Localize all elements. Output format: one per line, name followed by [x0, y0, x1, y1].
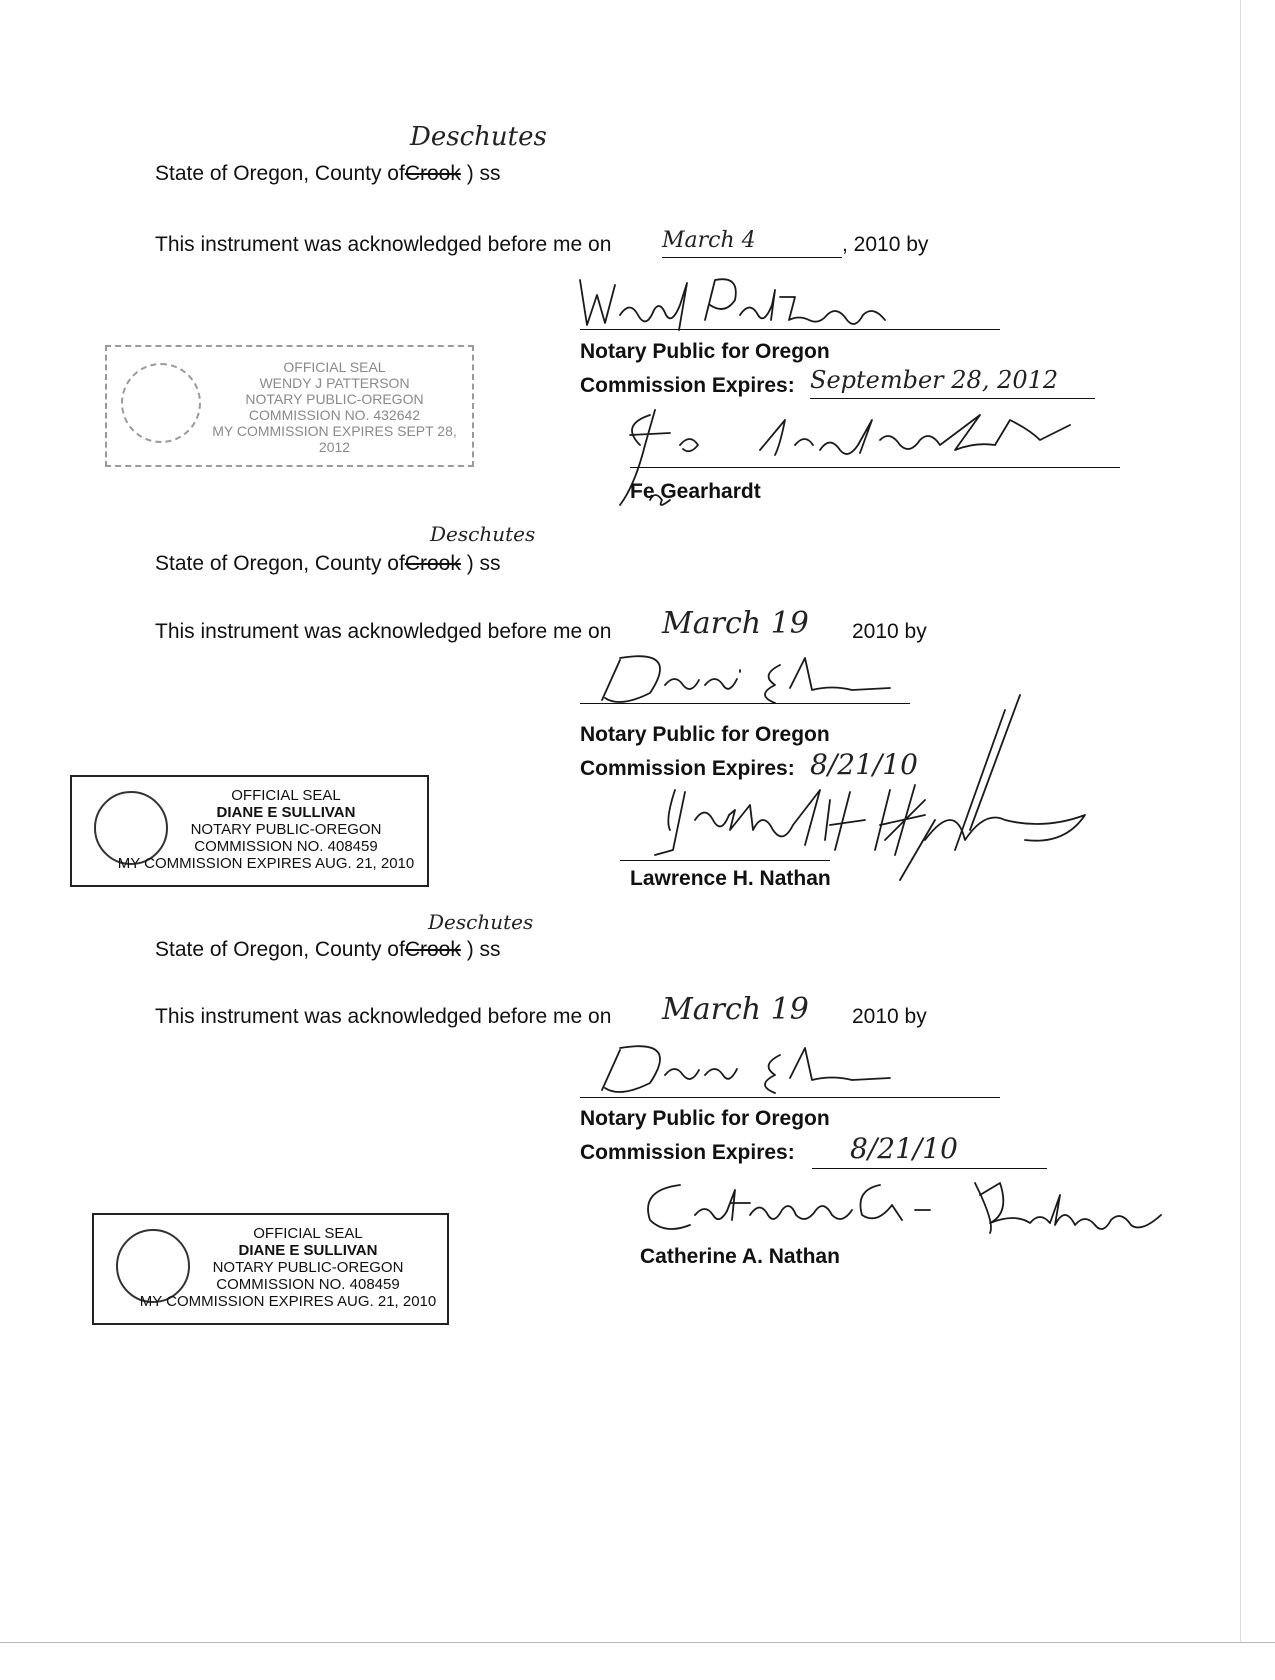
signer-signature-rule [620, 860, 830, 861]
handwritten-county: Deschutes [430, 522, 536, 546]
seal-line-4: COMMISSION NO. 408459 [216, 1276, 400, 1293]
ss-suffix: ) ss [466, 938, 501, 961]
acknowledgment-prefix: This instrument was acknowledged before me on [155, 620, 612, 643]
notary-seal-patterson [105, 345, 474, 467]
ss-suffix: ) ss [466, 552, 501, 575]
seal-line-3: NOTARY PUBLIC-OREGON [245, 391, 424, 407]
seal-line-1: OFFICIAL SEAL [283, 359, 386, 375]
seal-line-3: NOTARY PUBLIC-OREGON [190, 821, 382, 838]
acknowledgment-prefix: This instrument was acknowledged before me on [155, 1005, 612, 1028]
notary-public-label: Notary Public for Oregon [580, 723, 830, 746]
seal-line-2: DIANE E SULLIVAN [216, 804, 356, 821]
struck-county: Crook [404, 162, 461, 185]
commission-expiration-date: 8/21/10 [850, 1132, 958, 1165]
county-prefix: State of Oregon, County of [155, 938, 405, 961]
commission-expires-label: Commission Expires: [580, 757, 795, 780]
signer-signature-catherine-nathan [640, 1175, 1170, 1245]
seal-line-5: MY COMMISSION EXPIRES AUG. 21, 2010 [139, 1293, 437, 1310]
acknowledgment-date: March 19 [662, 992, 809, 1027]
notary-public-label: Notary Public for Oregon [580, 340, 830, 363]
seal-text [110, 787, 422, 872]
signer-signature-lawrence-nathan [625, 680, 1125, 890]
notary-signature-wendy-patterson [575, 275, 905, 335]
commission-date-rule [810, 398, 1095, 399]
commission-expires-label: Commission Expires: [580, 1141, 795, 1164]
commission-expiration-date: September 28, 2012 [810, 366, 1059, 394]
acknowledgment-suffix: , 2010 by [842, 233, 929, 256]
acknowledgment-suffix: 2010 by [852, 620, 927, 643]
acknowledgment-suffix: 2010 by [852, 1005, 927, 1028]
acknowledgment-date: March 19 [662, 606, 809, 641]
seal-text [132, 1225, 444, 1310]
notary-signature-rule [580, 329, 1000, 330]
acknowledgment-prefix: This instrument was acknowledged before me on [155, 233, 612, 256]
notary-signature-rule [580, 1097, 1000, 1098]
struck-county: Crook [404, 552, 461, 575]
signer-name: Lawrence H. Nathan [630, 867, 831, 890]
county-line [155, 162, 501, 186]
state-seal-emblem [121, 363, 201, 443]
notary-public-label: Notary Public for Oregon [580, 1107, 830, 1130]
handwritten-county: Deschutes [428, 910, 534, 934]
seal-line-5: MY COMMISSION EXPIRES AUG. 21, 2010 [117, 855, 415, 872]
signer-name: Catherine A. Nathan [640, 1245, 840, 1268]
commission-expiration-date: 8/21/10 [810, 748, 918, 781]
seal-line-5: MY COMMISSION EXPIRES SEPT 28, 2012 [212, 423, 457, 455]
seal-line-2: DIANE E SULLIVAN [238, 1242, 378, 1259]
county-line [155, 552, 501, 576]
handwritten-county: Deschutes [410, 122, 547, 152]
seal-line-2: WENDY J PATTERSON [259, 375, 410, 391]
seal-text [202, 359, 467, 455]
seal-line-4: COMMISSION NO. 408459 [194, 838, 378, 855]
notary-seal-sullivan [92, 1213, 449, 1325]
signer-name: Fe Gearhardt [630, 480, 761, 503]
seal-line-1: OFFICIAL SEAL [231, 787, 341, 804]
page-right-edge [1240, 0, 1241, 1642]
county-line [155, 938, 501, 962]
ss-suffix: ) ss [466, 162, 501, 185]
county-prefix: State of Oregon, County of [155, 552, 405, 575]
seal-line-3: NOTARY PUBLIC-OREGON [212, 1259, 404, 1276]
commission-expires-label: Commission Expires: [580, 374, 795, 397]
signer-signature-fe-gearhardt [610, 405, 1090, 525]
page-bottom-edge [0, 1642, 1275, 1643]
acknowledgment-date: March 4 [662, 228, 756, 253]
seal-line-4: COMMISSION NO. 432642 [248, 407, 421, 423]
date-rule [662, 257, 842, 258]
commission-date-rule [812, 1168, 1047, 1169]
county-prefix: State of Oregon, County of [155, 162, 405, 185]
notary-seal-sullivan [70, 775, 429, 887]
notary-signature-diane-sullivan [590, 1040, 910, 1100]
seal-line-1: OFFICIAL SEAL [253, 1225, 363, 1242]
signer-signature-rule [630, 467, 1120, 468]
struck-county: Crook [404, 938, 461, 961]
